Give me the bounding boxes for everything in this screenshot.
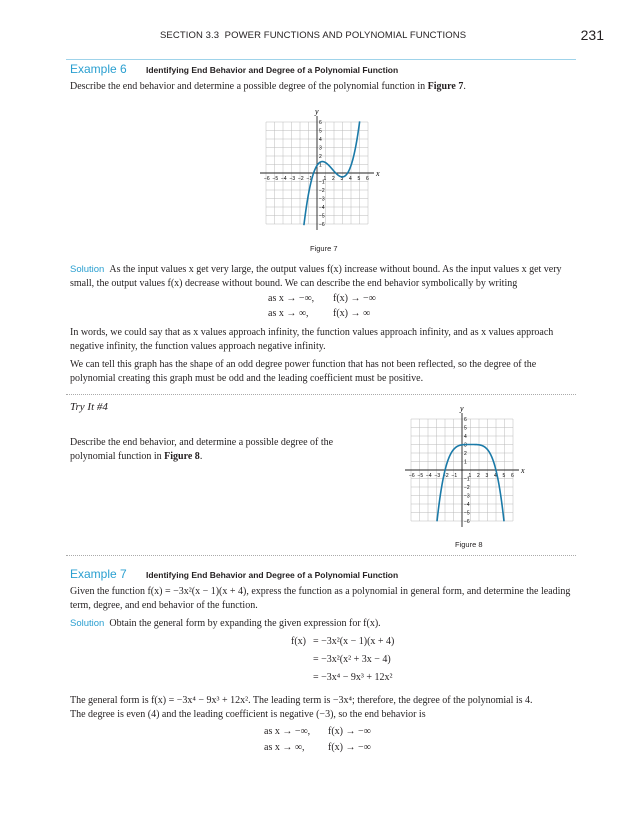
x-tick-label: −1 [451,473,458,479]
y-tick-label: 2 [319,154,322,160]
x-axis-label: x [376,169,380,178]
example7-prompt: Given the function f(x) = −3x²(x − 1)(x + 4), express the function as a polynomial in general form, and determine the leading term, degree, and end behavior of the function. [70,586,571,611]
y-tick-label: −6 [464,519,470,525]
eq2-right: f(x) → ∞ [333,308,371,319]
eq1-right: f(x) → −∞ [333,293,376,304]
y-tick-label: −4 [319,205,325,211]
x-tick-label: 5 [502,473,506,479]
x-tick-label: −6 [264,176,270,182]
x-tick-label: 5 [357,176,361,182]
ex7-eq2-right: f(x) → −∞ [328,742,371,753]
x-tick-label: −2 [443,473,449,479]
y-tick-label: 5 [464,425,467,432]
page-number: 231 [580,27,604,43]
y-tick-label: 6 [464,417,467,423]
running-header [160,30,466,41]
x-tick-label: 6 [511,473,514,479]
y-tick-label: −4 [464,502,470,508]
tryit-bottom-rule [66,555,576,556]
x-tick-label: −1 [306,176,313,182]
example6-words: In words, we could say that as x values approach infinity, the function values approach infinity, and as x values approach negative infinity, the function values approach negative infinity. [70,327,554,352]
x-tick-label: −2 [298,176,304,182]
figure7-caption: Figure 7 [310,244,338,253]
tryit-label: Try It #4 [70,401,108,413]
x-tick-label: 4 [494,473,497,479]
section-title: POWER FUNCTIONS AND POLYNOMIAL FUNCTIONS [224,30,467,41]
example6-prompt [70,80,580,94]
x-tick-label: −4 [426,473,432,479]
y-tick-label: −3 [319,196,325,203]
y-tick-label: 4 [464,434,467,440]
eq2-left: as x → ∞, [268,308,309,319]
example6-conclusion: We can tell this graph has the shape of an odd degree power function that has not been reflected, so the degree of the polynomial creating this graph must be odd and the leading coefficient must be positive. [70,359,537,384]
figure8-caption: Figure 8 [455,540,483,549]
y-tick-label: −5 [464,510,470,517]
example6-solution [70,263,580,290]
x-tick-label: 6 [366,176,369,182]
x-tick-label: 2 [477,473,480,479]
y-tick-label: −2 [319,188,325,194]
figure7-graph [255,100,395,240]
example7-label: Example 7 [70,567,127,581]
y-tick-label: 4 [319,137,322,143]
figure7-ref: Figure 7 [427,81,464,92]
y-axis-label: y [315,107,319,116]
y-tick-label: −5 [319,213,325,220]
y-tick-label: 3 [464,442,467,449]
x-tick-label: −5 [272,176,279,182]
example6-rule [66,59,576,60]
tryit-text-end: . [199,450,203,462]
example6-title: Identifying End Behavior and Degree of a Polynomial Function [146,65,399,75]
example7-general: The general form is f(x) = −3x⁴ − 9x³ + 12x². The leading term is −3x⁴; therefore, the degree of the polynomial is 4. [70,695,533,706]
ex7-eq1-left: as x → −∞, [264,726,311,737]
y-tick-label: 1 [464,459,467,466]
solution-label: Solution [70,264,105,275]
tryit-top-rule [66,394,576,395]
ex7-eq2-left: as x → ∞, [264,742,305,753]
solution7-label: Solution [70,618,105,629]
solution7-text: Obtain the general form by expanding the given expression for f(x). [109,618,381,629]
tryit-text-body: Describe the end behavior, and determine a possible degree of the polynomial function in [70,437,334,462]
x-tick-label: −3 [434,473,441,479]
x-tick-label: −5 [417,473,424,479]
y-tick-label: 3 [319,145,322,152]
figure7-grid [260,107,380,230]
tryit-text [70,436,370,463]
figure8-ref: Figure 8 [164,450,200,462]
y-tick-label: −3 [464,493,470,500]
step2-right: = −3x²(x² + 3x − 4) [313,654,391,665]
x-tick-label: −4 [281,176,287,182]
example6-label: Example 6 [70,62,127,76]
x-tick-label: 1 [323,176,327,182]
x-tick-label: −3 [289,176,296,182]
example6-prompt-text: Describe the end behavior and determine a possible degree of the polynomial function in [70,81,428,92]
figure8-graph [400,398,545,538]
y-tick-label: −1 [319,179,325,186]
step1-left: f(x) [291,636,306,647]
y-tick-label: 2 [464,451,467,457]
example6-prompt-end: . [463,81,466,92]
x-tick-label: 2 [332,176,335,182]
example7-degree: The degree is even (4) and the leading coefficient is negative (−3), so the end behavior is [70,709,426,720]
x-tick-label: 1 [468,473,472,479]
y-tick-label: 1 [319,162,322,169]
solution-text: As the input values x get very large, the output values f(x) increase without bound. As the input values x get very small, the output values f(x) decrease without bound. We can describe the end behavior symbolically by writing [70,264,562,289]
y-tick-label: −2 [464,485,470,491]
y-tick-label: 5 [319,128,322,135]
y-axis-label: y [460,404,464,413]
x-tick-label: 4 [349,176,352,182]
section-number: SECTION 3.3 [160,30,220,41]
x-axis-label: x [521,466,525,475]
example7-solution [70,617,580,631]
eq1-left: as x → −∞, [268,293,315,304]
x-tick-label: 3 [485,473,489,479]
figure8-grid [405,404,525,527]
y-tick-label: −1 [464,476,470,483]
ex7-eq1-right: f(x) → −∞ [328,726,371,737]
y-tick-label: −6 [319,222,325,228]
step1-right: = −3x²(x − 1)(x + 4) [313,636,395,647]
x-tick-label: 3 [340,176,344,182]
step3-right: = −3x⁴ − 9x³ + 12x² [313,672,393,683]
x-tick-label: −6 [409,473,415,479]
example7-title: Identifying End Behavior and Degree of a Polynomial Function [146,570,399,580]
y-tick-label: 6 [319,120,322,126]
